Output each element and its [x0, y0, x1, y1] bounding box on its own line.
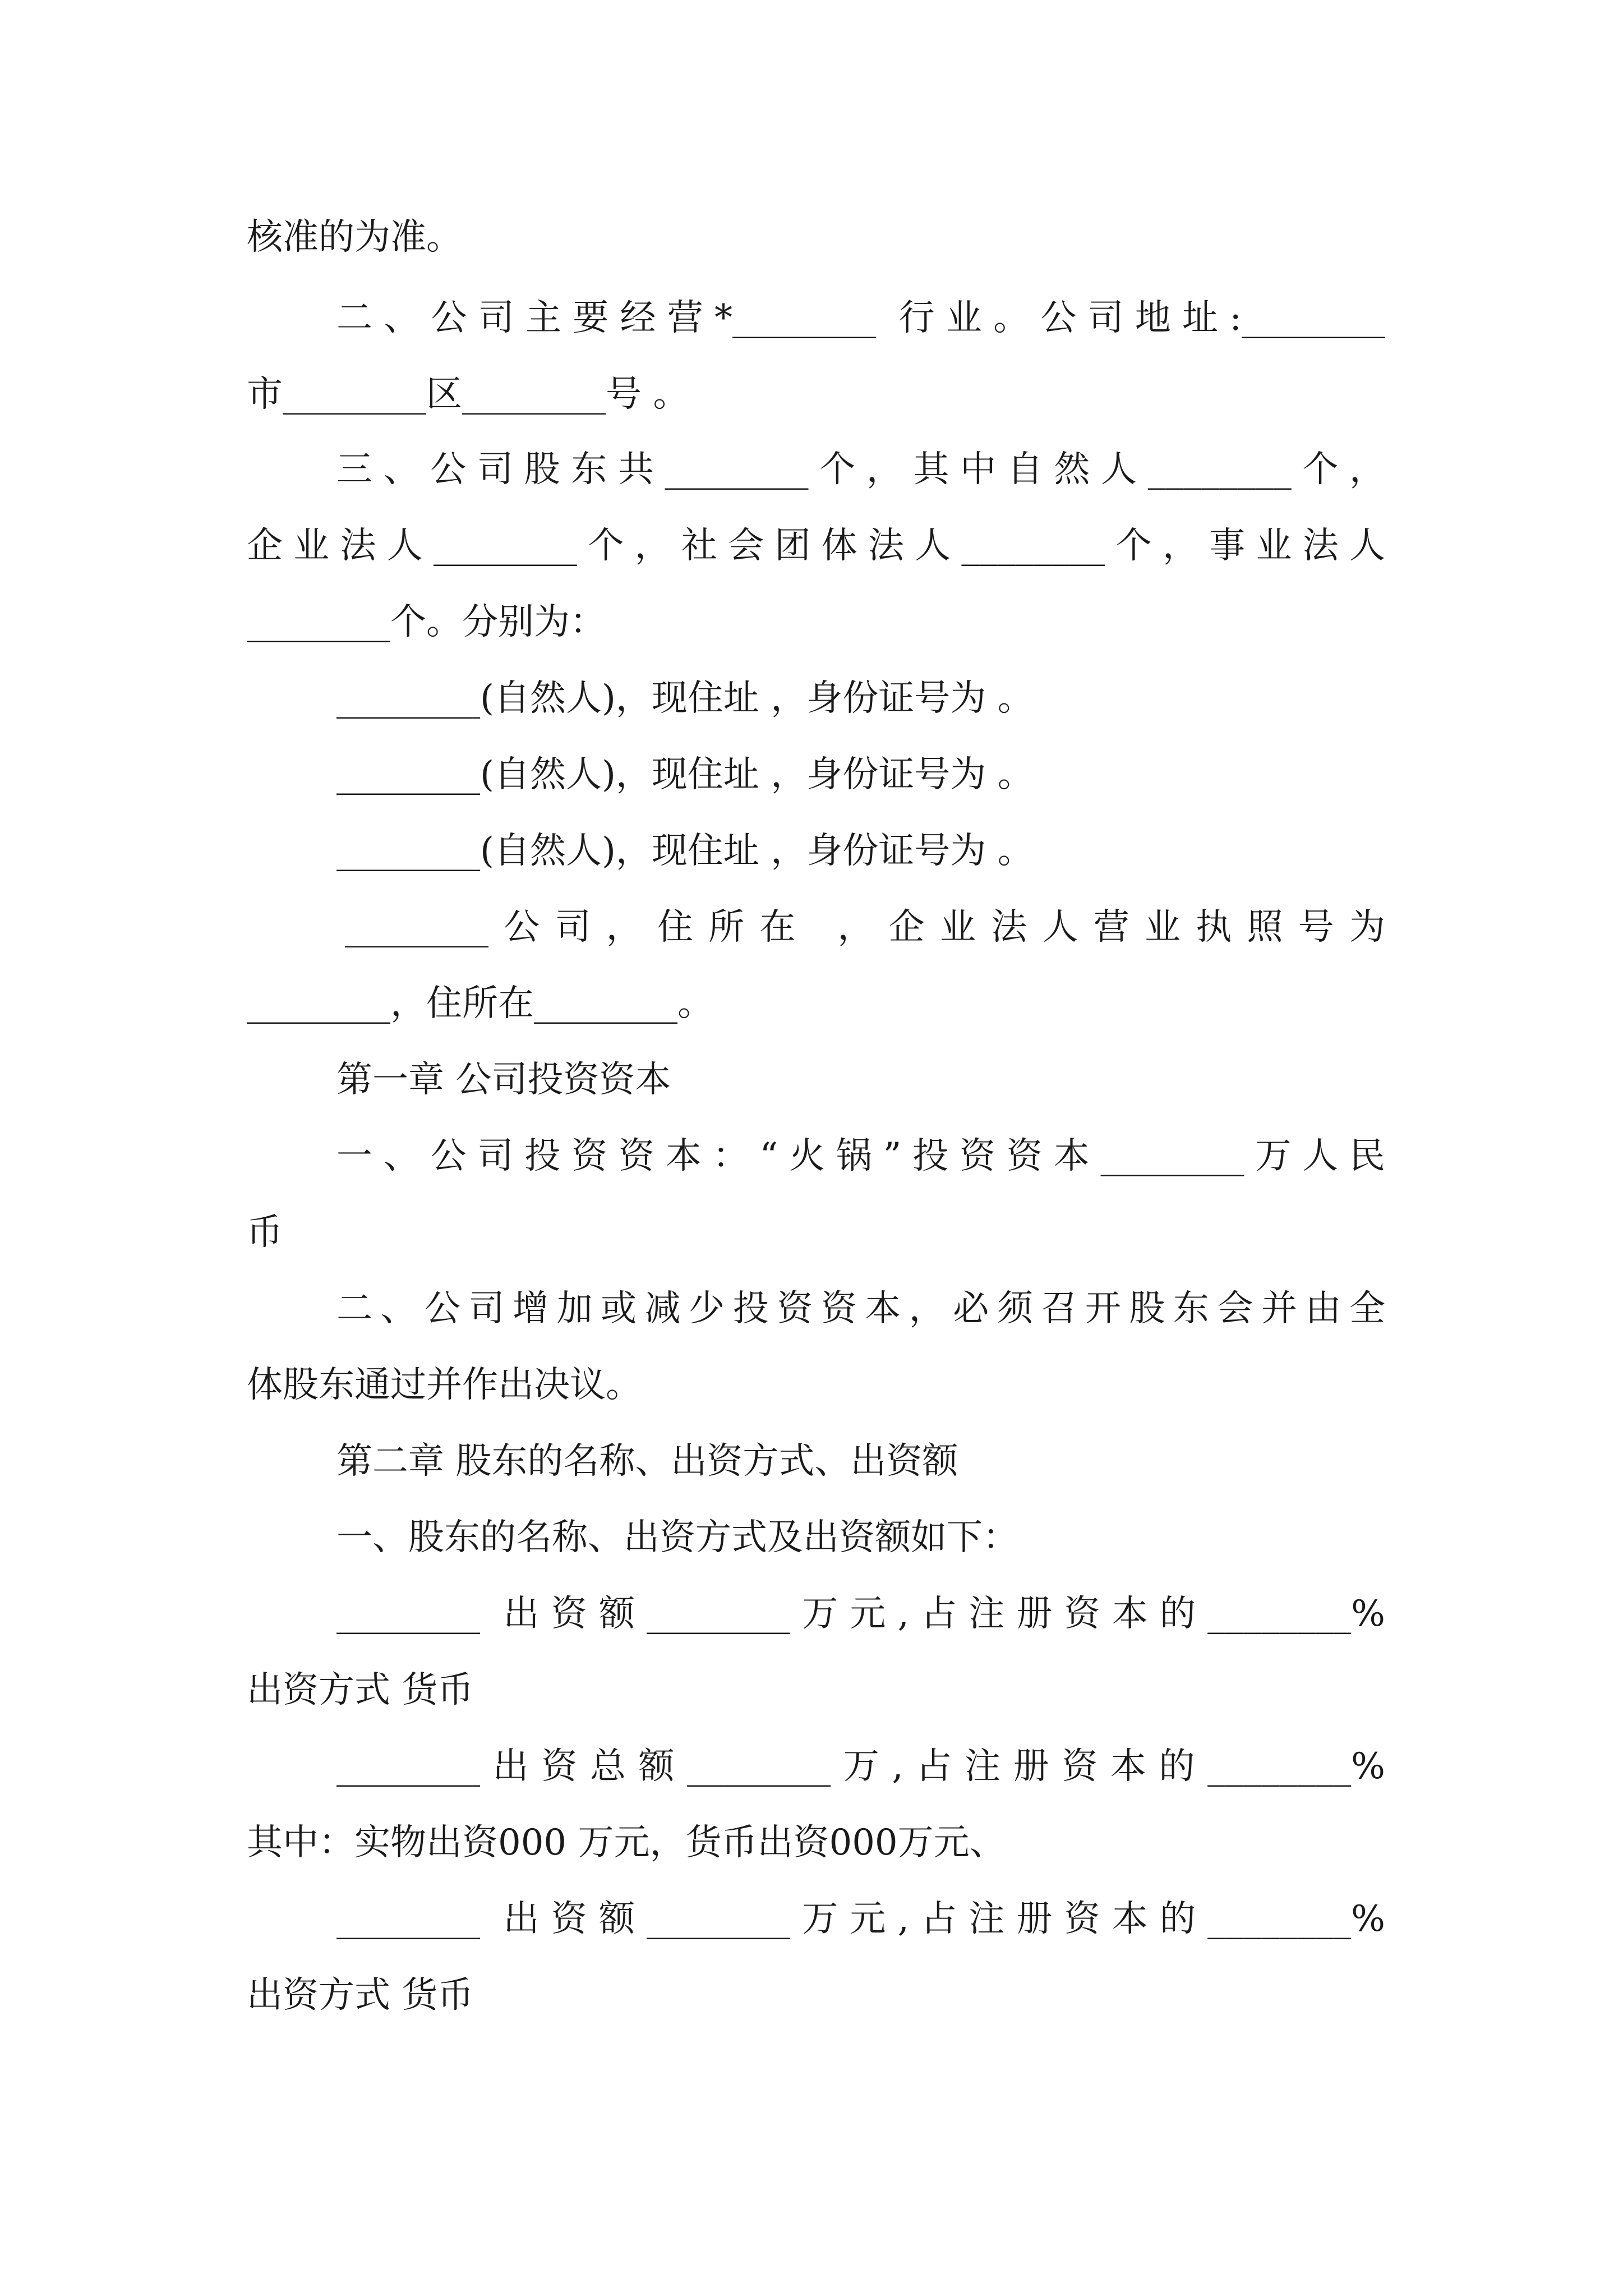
text-line-natural-person-2: ________(自然人)，现住址 ，身份证号为 。	[336, 754, 1034, 795]
text-line-approval: 核准的为准。	[247, 217, 462, 258]
text-line-capital-change: 二、公司增加或减少投资资本，必须召开股东会并由全	[336, 1288, 1385, 1329]
text-line-investment-capital: 一、公司投资资本：“火锅”投资资本________万人民	[336, 1135, 1385, 1177]
text-line-company-shareholder: ________公司，住所在 ，企业法人营业执照号为	[345, 907, 1385, 948]
text-line-listing: ________个。分别为：	[247, 601, 606, 643]
text-line-natural-person-1: ________(自然人)，现住址 ，身份证号为 。	[336, 678, 1034, 719]
text-line-currency: 币	[247, 1212, 283, 1253]
text-line-method-1: 出资方式 货币	[247, 1669, 474, 1711]
text-line-contribution-intro: 一、股东的名称、出资方式及出资额如下：	[336, 1517, 1018, 1558]
text-line-method-2: 出资方式 货币	[247, 1975, 474, 2016]
chapter-2-heading: 第二章 股东的名称、出资方式、出资额	[336, 1441, 958, 1482]
text-line-business-scope: 二、公司主要经营*________ 行业。公司地址:________	[336, 297, 1385, 339]
text-line-address: 市________区________号 。	[247, 374, 689, 415]
text-line-natural-person-3: ________(自然人)，现住址 ，身份证号为 。	[336, 830, 1034, 872]
text-line-contribution-total: ________出资总额________万,占注册资本的________%	[336, 1746, 1385, 1787]
text-line-contribution-2: ________ 出资额________万元,占注册资本的________%	[336, 1898, 1385, 1940]
text-line-legal-persons: 企业法人________个，社会团体法人________个，事业法人	[247, 525, 1385, 567]
text-line-company-residence: ________，住所在________。	[247, 983, 713, 1024]
chapter-1-heading: 第一章 公司投资资本	[336, 1059, 671, 1101]
text-line-resolution: 体股东通过并作出决议。	[247, 1364, 642, 1406]
text-line-in-kind-breakdown: 其中：实物出资000 万元，货币出资000万元、	[247, 1822, 1006, 1864]
text-line-contribution-1: ________ 出资额________万元,占注册资本的________%	[336, 1593, 1385, 1635]
text-line-shareholder-count: 三、公司股东共________个，其中自然人________个，	[336, 449, 1385, 490]
